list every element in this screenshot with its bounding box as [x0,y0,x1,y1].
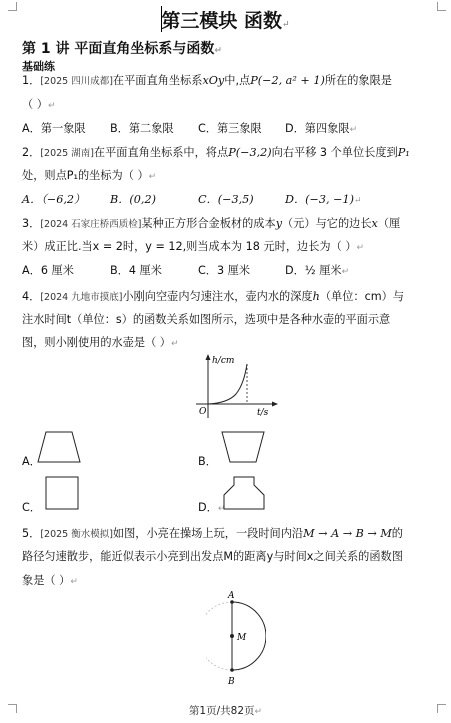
page-footer: 第1页/共82页↵ [188,705,263,717]
q2-option-b[interactable]: B．(0,2) [110,193,156,206]
q4-option-c[interactable]: C． [22,501,41,514]
graph-origin-label: O [199,407,207,417]
question-2-line-2[interactable]: 处，则点P₁的坐标为（ ）↵ [22,169,157,182]
question-4-line-3[interactable]: 图，则小刚使用的水壶是（ ）↵ [22,336,179,349]
kettle-d-shape[interactable] [222,475,266,511]
q3-option-c[interactable]: C．3 厘米 [198,264,251,277]
question-5-line-2[interactable]: 路径匀速散步，能近似表示小亮到出发点M的距离y与时间x之间关系的函数图 [22,550,403,563]
graph-y-arrow [206,354,211,360]
q4-depth-time-graph [190,350,280,422]
q1-option-b[interactable]: B．第二象限 [110,122,174,135]
q4-option-d[interactable]: D．↵ [198,501,226,514]
question-1-line-1[interactable]: 1．[2025 四川成都]在平面直角坐标系xOy中,点P(−2, a² + 1)所在的象限是 [22,74,392,87]
q5-circle-figure [206,588,266,688]
q1-option-a[interactable]: A．第一象限 [22,122,86,135]
question-3-line-2[interactable]: 米）成正比.当x = 2时，y = 12,则当成本为 18 元时，边长为（ ）↵ [22,240,365,253]
label-a: A [228,591,235,601]
q3-option-b[interactable]: B．4 厘米 [110,264,162,277]
q1-option-d[interactable]: D．第四象限↵ [285,122,358,135]
question-4-line-1[interactable]: 4．[2024 九地市摸底]小刚向空壶内匀速注水，壶内水的深度h（单位：cm）与 [22,290,405,303]
q1-option-c[interactable]: C．第三象限 [198,122,262,135]
label-b: B [228,677,235,687]
point-b [230,668,234,672]
q3-option-a[interactable]: A．6 厘米 [22,264,74,277]
label-m: M [237,633,247,643]
page-title[interactable]: 第三模块 函数↵ [161,10,290,32]
q3-option-d[interactable]: D．½ 厘米↵ [285,264,350,277]
kettle-b-shape[interactable] [220,430,266,464]
kettle-c-shape[interactable] [44,475,80,511]
question-1-line-2[interactable]: （ ）↵ [22,98,56,111]
circle-left-arc [206,602,232,670]
question-2-line-1[interactable]: 2．[2025 湖南]在平面直角坐标系中，将点P(−3,2)向右平移 3 个单位长度到P₁ [22,146,410,159]
kettle-a-shape[interactable] [36,430,82,464]
q2-option-d[interactable]: D．(−3, −1)↵ [285,193,362,206]
q2-option-c[interactable]: C．(−3,5) [198,193,254,206]
q4-option-a[interactable]: A． [22,455,41,468]
q4-option-b[interactable]: B． [198,455,217,468]
point-m [230,634,234,638]
question-4-line-2[interactable]: 注水时间t（单位：s）的函数关系如图所示，选项中是各种水壶的平面示意 [22,313,391,326]
graph-y-label: h/cm [212,356,235,366]
q2-option-a[interactable]: A．（−6,2） [22,193,86,206]
question-5-line-1[interactable]: 5．[2025 衡水模拟]如图，小亮在操场上玩，一段时间内沿M → A → B → M的 [22,527,403,540]
question-3-line-1[interactable]: 3．[2024 石家庄桥西质检]某种正方形合金板材的成本y（元）与它的边长x（厘 [22,217,401,230]
question-5-line-3[interactable]: 象是（ ）↵ [22,574,78,587]
graph-curve [208,364,247,404]
lesson-heading[interactable]: 第 1 讲 平面直角坐标系与函数↵ [22,41,222,57]
graph-x-label: t/s [257,408,269,418]
graph-x-arrow [272,402,278,407]
section-heading[interactable]: 基础练 [22,60,55,73]
